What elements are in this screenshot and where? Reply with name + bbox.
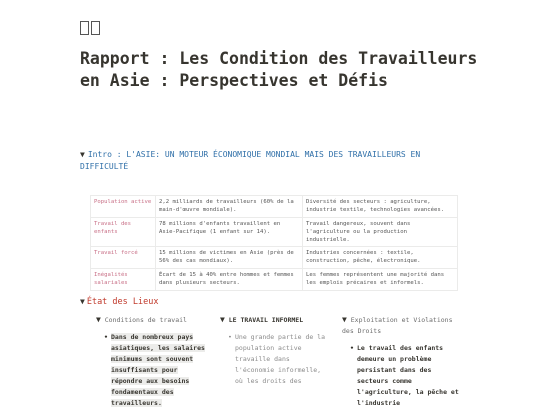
table-cell: 78 millions d'enfants travaillent en Asie-Pacifique (1 enfant sur 14). bbox=[156, 218, 303, 247]
table-cell: 2,2 milliards de travailleurs (60% de la main-d'œuvre mondiale). bbox=[156, 196, 303, 218]
etat-toggle[interactable] bbox=[80, 297, 158, 307]
table-row bbox=[91, 247, 458, 269]
list-item bbox=[228, 332, 332, 387]
column-informel bbox=[220, 314, 332, 387]
column-heading: Exploitation et Violations des Droits bbox=[342, 316, 453, 335]
intro-heading: Intro : L'ASIE: UN MOTEUR ÉCONOMIQUE MONDIAL MAIS DES TRAVAILLEURS EN DIFFICULTÉ bbox=[80, 150, 421, 171]
list-item-text: Le travail des enfants demeure un problème persistant dans des secteurs comme l'agriculture, la pêche et l'industrie bbox=[357, 344, 459, 407]
column-toggle[interactable] bbox=[342, 314, 462, 337]
column-toggle[interactable] bbox=[96, 314, 211, 326]
toggle-arrow-icon[interactable]: ▼ bbox=[80, 150, 85, 159]
list-item-text: Dans de nombreux pays asiatiques, les salaires minimums sont souvent insuffisants pour répondre aux besoins fondamentaux des travailleurs. bbox=[111, 333, 205, 407]
table-cell: Les femmes représentent une majorité dans les emplois précaires et informels. bbox=[303, 269, 458, 291]
page-title: Rapport : Les Condition des Travailleurs en Asie : Perspectives et Défis bbox=[80, 49, 478, 90]
list-item bbox=[104, 332, 211, 409]
column-heading: LE TRAVAIL INFORMEL bbox=[228, 316, 304, 324]
intro-toggle[interactable] bbox=[80, 149, 460, 173]
toggle-arrow-icon[interactable]: ▼ bbox=[342, 315, 347, 324]
page-icon bbox=[80, 21, 100, 35]
table-row bbox=[91, 196, 458, 218]
toggle-arrow-icon[interactable]: ▼ bbox=[220, 315, 225, 324]
table-cell: Inégalités salariales bbox=[91, 269, 156, 291]
column-conditions bbox=[96, 314, 211, 409]
table-cell: Population active bbox=[91, 196, 156, 218]
column-heading: Conditions de travail bbox=[104, 316, 187, 324]
table-row bbox=[91, 218, 458, 247]
table-cell: Travail des enfants bbox=[91, 218, 156, 247]
etat-heading: État des Lieux bbox=[86, 297, 159, 307]
toggle-arrow-icon[interactable]: ▼ bbox=[96, 315, 101, 324]
table-cell: 15 millions de victimes en Asie (près de 56% des cas mondiaux). bbox=[156, 247, 303, 269]
table-cell: Écart de 15 à 40% entre hommes et femmes dans plusieurs secteurs. bbox=[156, 269, 303, 291]
column-exploitation bbox=[342, 314, 462, 409]
table-row bbox=[91, 269, 458, 291]
table-cell: Diversité des secteurs : agriculture, industrie textile, technologies avancées. bbox=[303, 196, 458, 218]
toggle-arrow-icon[interactable]: ▼ bbox=[80, 297, 85, 306]
stats-table bbox=[90, 195, 458, 291]
table-cell: Travail dangereux, souvent dans l'agriculture ou la production industrielle. bbox=[303, 218, 458, 247]
list-item-text: Une grande partie de la population active travaille dans l'économie informelle, où les droits des bbox=[235, 333, 326, 385]
table-cell: Industries concernées : textile, construction, pêche, électronique. bbox=[303, 247, 458, 269]
list-item bbox=[350, 343, 462, 409]
column-toggle[interactable] bbox=[220, 314, 332, 326]
table-cell: Travail forcé bbox=[91, 247, 156, 269]
